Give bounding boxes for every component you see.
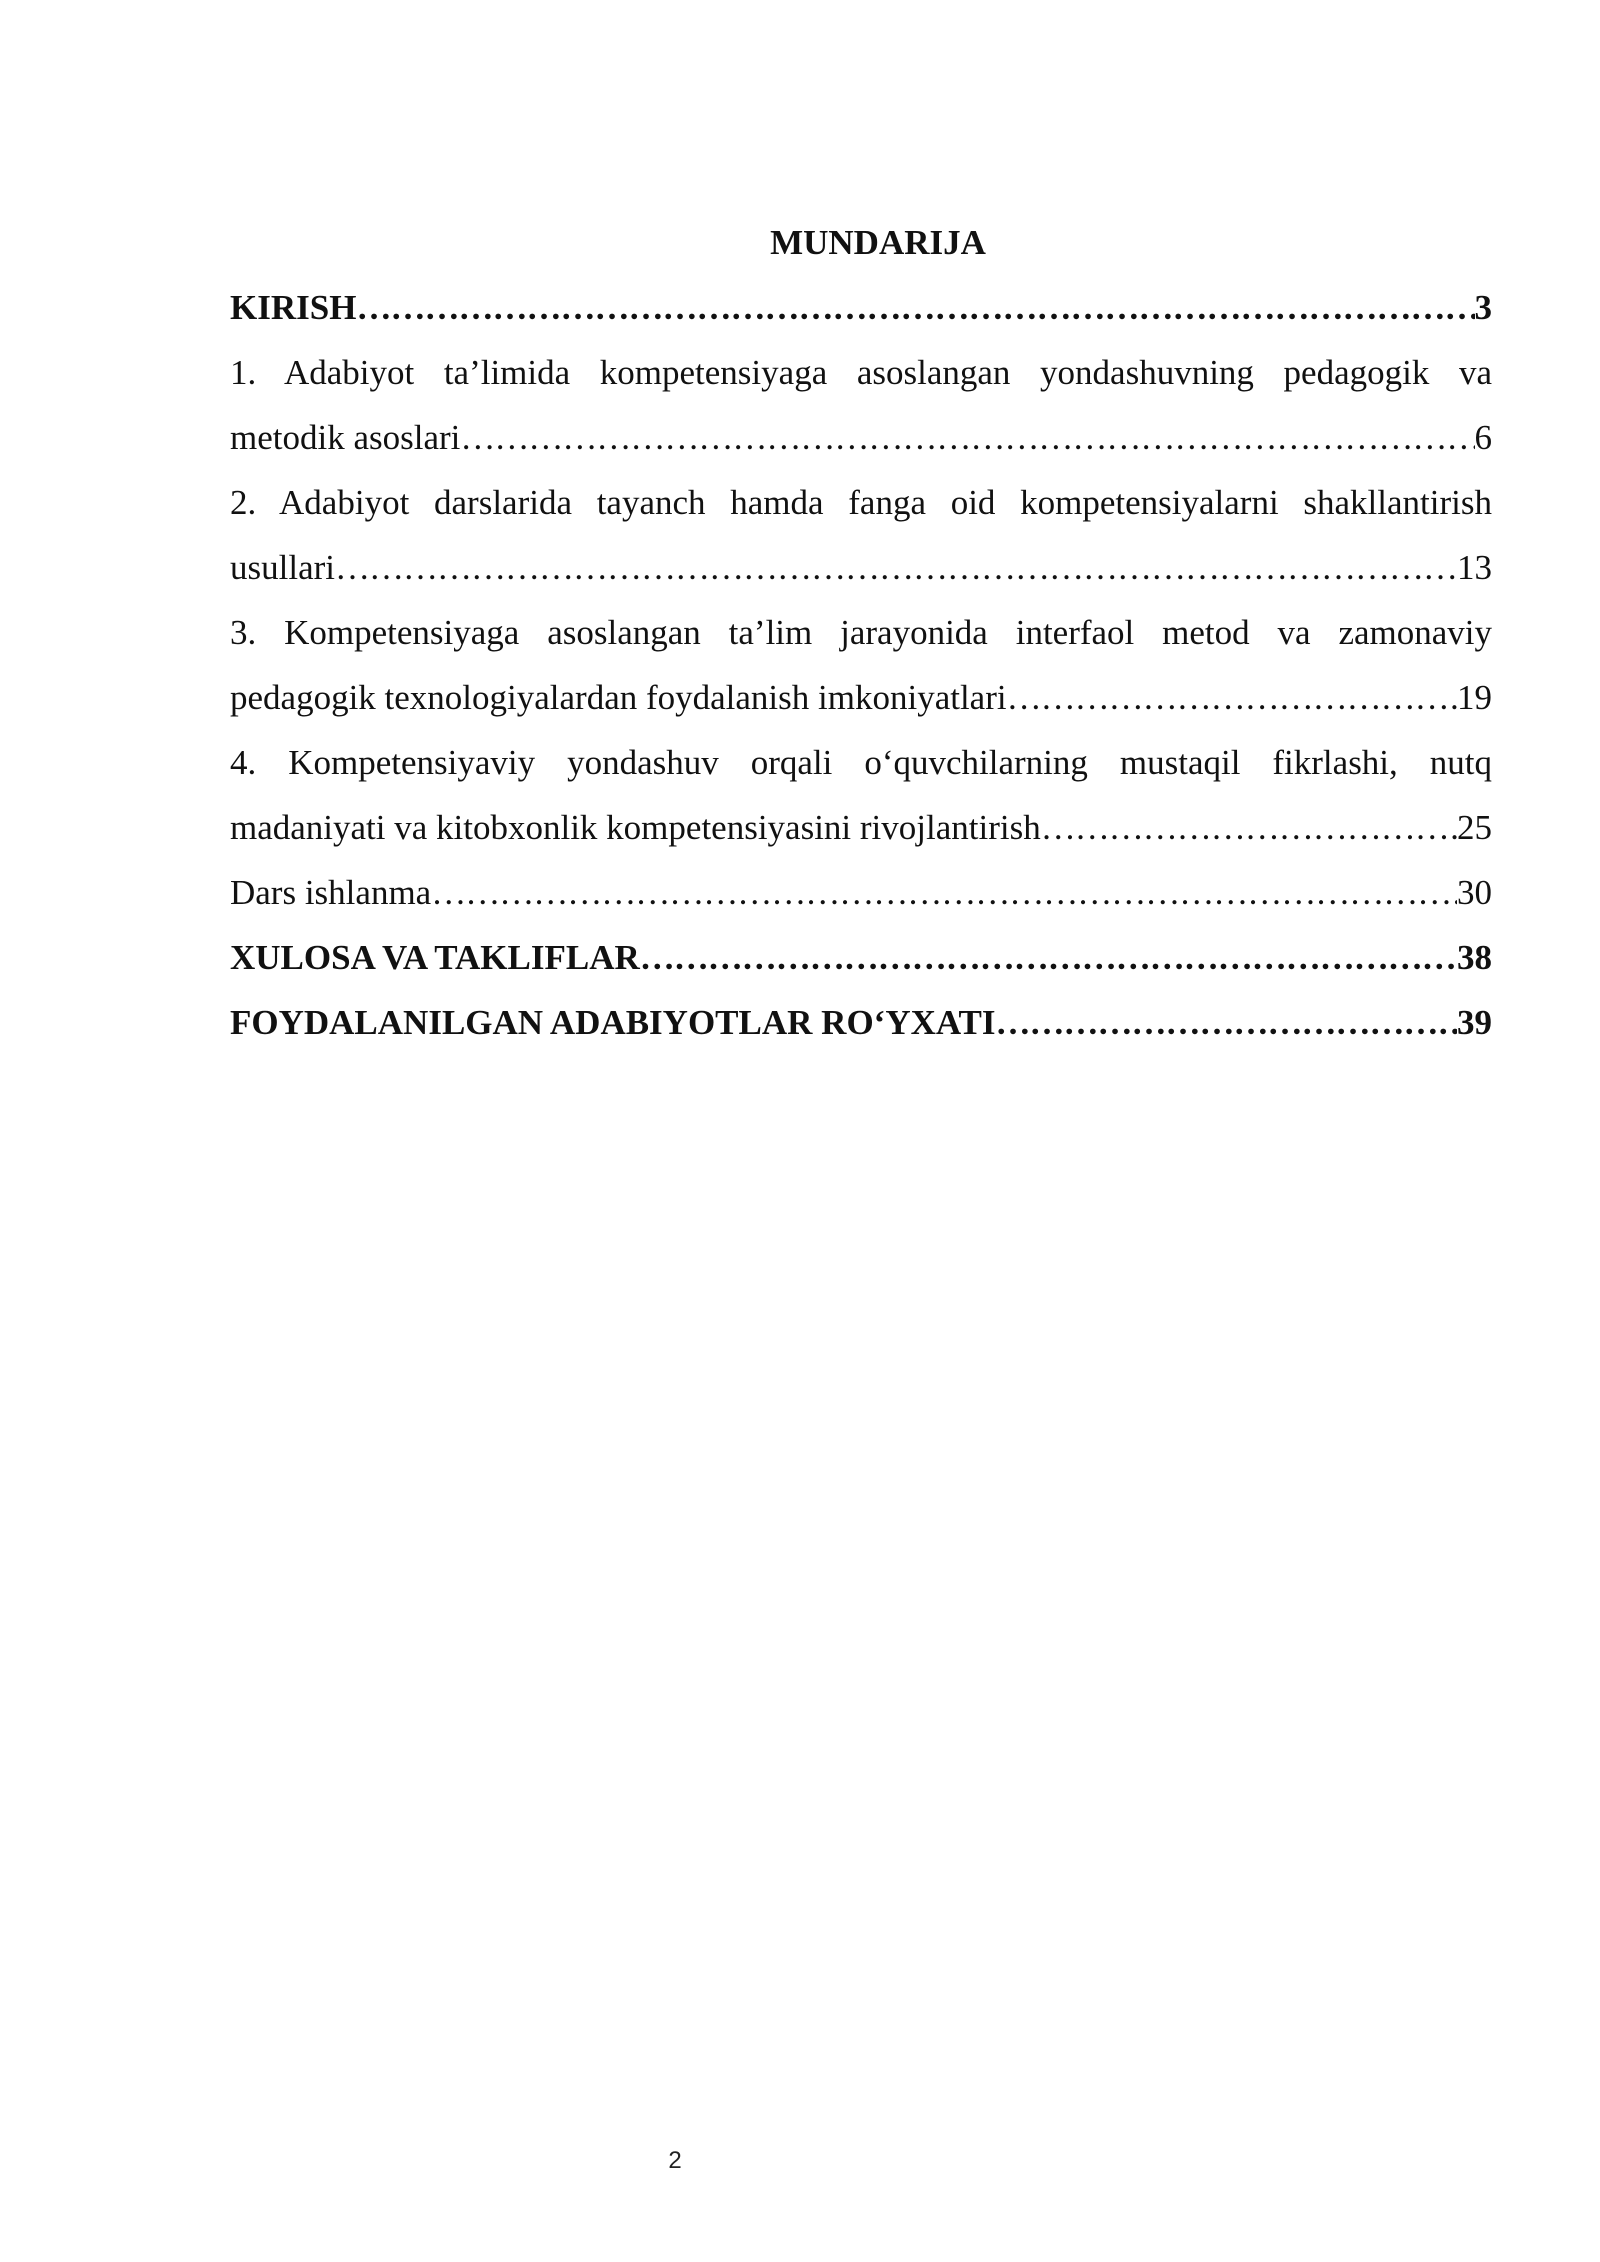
toc-title: MUNDARIJA xyxy=(770,223,986,262)
toc-entry[interactable] xyxy=(230,730,1492,860)
toc-entries xyxy=(230,275,1492,1055)
toc-entry[interactable] xyxy=(230,470,1492,600)
toc-entry-title: metodik asoslari xyxy=(230,418,461,457)
table-of-contents xyxy=(230,210,1492,1055)
toc-entry-leader-line xyxy=(230,665,1492,730)
toc-dot-leader xyxy=(1007,665,1457,730)
toc-entry-title: pedagogik texnologiyalardan foydalanish imkoniyatlari xyxy=(230,678,1007,717)
toc-entry-leader-line xyxy=(230,275,1492,340)
toc-dot-leader xyxy=(1041,795,1457,860)
toc-page-number: 13 xyxy=(1457,548,1492,587)
toc-entry-leader-line xyxy=(230,990,1492,1055)
toc-entry[interactable] xyxy=(230,275,1492,340)
toc-page-number: 30 xyxy=(1457,873,1492,912)
toc-entry-text-line: 2. Adabiyot darslarida tayanch hamda fanga oid kompetensiyalarni shakllantirish xyxy=(230,483,1492,522)
toc-dot-leader xyxy=(335,535,1457,600)
toc-entry-text-line: 1. Adabiyot ta’limida kompetensiyaga asoslangan yondashuvning pedagogik va xyxy=(230,353,1492,392)
toc-entry-title: Dars ishlanma xyxy=(230,873,432,912)
toc-entry-leader-line xyxy=(230,405,1492,470)
toc-entry[interactable] xyxy=(230,600,1492,730)
toc-entry[interactable] xyxy=(230,340,1492,470)
toc-entry-title: madaniyati va kitobxonlik kompetensiyasini rivojlantirish xyxy=(230,808,1041,847)
toc-page-number: 38 xyxy=(1457,938,1492,977)
toc-page-number: 39 xyxy=(1457,1003,1492,1042)
toc-entry-title: usullari xyxy=(230,548,335,587)
toc-dot-leader xyxy=(996,990,1457,1055)
toc-entry-leader-line xyxy=(230,860,1492,925)
toc-dot-leader xyxy=(640,925,1457,990)
toc-entry-text-line: 4. Kompetensiyaviy yondashuv orqali o‘quvchilarning mustaqil fikrlashi, nutq xyxy=(230,743,1492,782)
toc-page-number: 3 xyxy=(1474,288,1492,327)
toc-entry-title: KIRISH xyxy=(230,288,357,327)
toc-entry-title: XULOSA VA TAKLIFLAR xyxy=(230,938,640,977)
toc-dot-leader xyxy=(356,275,1474,340)
toc-page-number: 19 xyxy=(1457,678,1492,717)
toc-dot-leader xyxy=(431,860,1457,925)
toc-entry[interactable] xyxy=(230,860,1492,925)
toc-entry[interactable] xyxy=(230,990,1492,1055)
toc-entry-leader-line xyxy=(230,925,1492,990)
toc-entry[interactable] xyxy=(230,925,1492,990)
toc-entry-title: FOYDALANILGAN ADABIYOTLAR RO‘YXATI xyxy=(230,1003,996,1042)
toc-entry-leader-line xyxy=(230,795,1492,860)
toc-entry-leader-line xyxy=(230,535,1492,600)
toc-entry-text-line: 3. Kompetensiyaga asoslangan ta’lim jarayonida interfaol metod va zamonaviy xyxy=(230,613,1492,652)
page-number: 2 xyxy=(668,2147,682,2174)
toc-dot-leader xyxy=(460,405,1474,470)
toc-page-number: 25 xyxy=(1457,808,1492,847)
toc-page-number: 6 xyxy=(1474,418,1492,457)
